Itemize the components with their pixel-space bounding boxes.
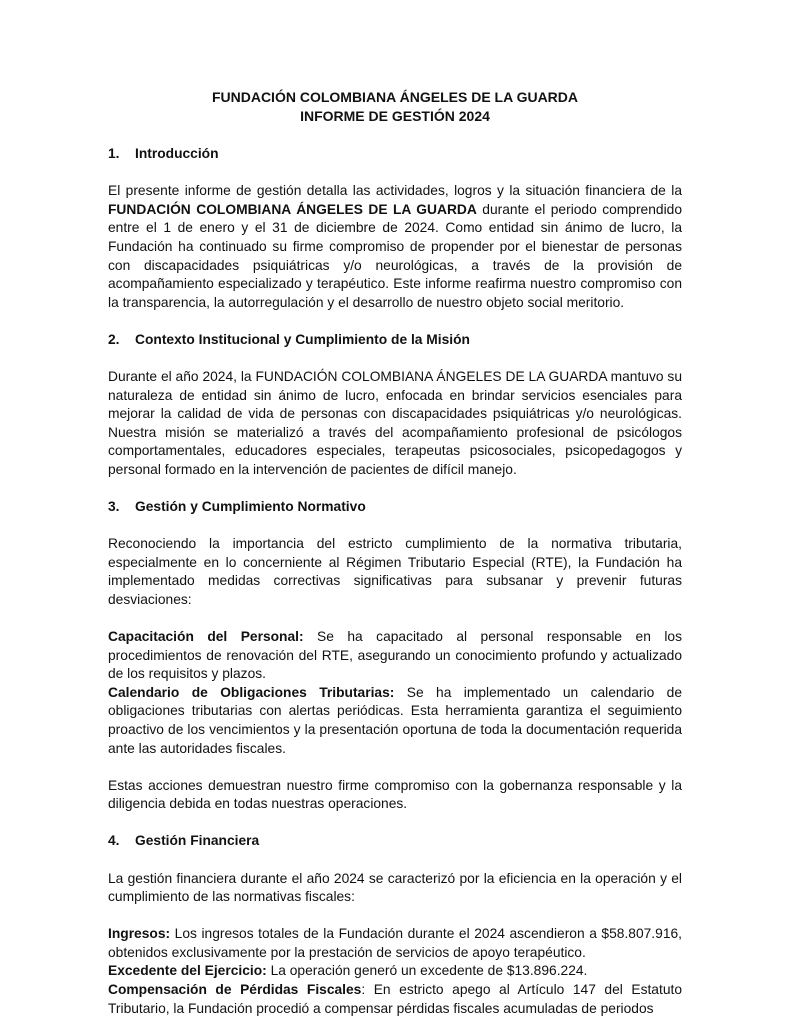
section-4-title: Gestión Financiera bbox=[135, 833, 260, 849]
income-paragraph bbox=[108, 925, 682, 962]
loss-compensation-paragraph bbox=[108, 981, 682, 1018]
tax-calendar-paragraph bbox=[108, 684, 682, 758]
bold-text-run: Capacitación del Personal: bbox=[108, 629, 304, 645]
bold-text-run: FUNDACIÓN COLOMBIANA ÁNGELES DE LA GUARDA bbox=[108, 201, 477, 217]
section-2-title: Contexto Institucional y Cumplimiento de la Misión bbox=[135, 331, 470, 347]
section-4-number: 4. bbox=[108, 833, 120, 849]
bold-text-run: Calendario de Obligaciones Tributarias: bbox=[108, 684, 395, 700]
staff-training-paragraph bbox=[108, 628, 682, 684]
section-3-title: Gestión y Cumplimiento Normativo bbox=[135, 499, 366, 515]
document-body bbox=[108, 145, 682, 1018]
text-run: Los ingresos totales de la Fundación durante el 2024 ascendieron a $58.807.916, obtenidos exclusivamente por la prestación de servicios de apoyo terapéutico. bbox=[108, 926, 682, 960]
context-paragraph bbox=[108, 368, 682, 480]
financial-intro-paragraph bbox=[108, 870, 682, 907]
section-1-title: Introducción bbox=[135, 146, 219, 162]
text-run: Durante el año 2024, la FUNDACIÓN COLOMBIANA ÁNGELES DE LA GUARDA mantuvo su naturaleza de entidad sin ánimo de lucro, enfocada en brindar servicios esenciales para mejorar la calidad de vida de personas con discapacidades psiquiátricas y/o neurológicas. Nuestra misión se materializó a través del acompañamiento profesional de psicólogos comportamentales, educadores especiales, terapeutas psicosociales, psicopedagogos y personal formado en la intervención de pacientes de difícil manejo. bbox=[108, 369, 682, 477]
section-3-number: 3. bbox=[108, 499, 120, 515]
text-run: La gestión financiera durante el año 2024 se caracterizó por la eficiencia en la operación y el cumplimiento de las normativas fiscales: bbox=[108, 870, 682, 905]
document-title-line2: INFORME DE GESTIÓN 2024 bbox=[300, 107, 490, 124]
bold-text-run: Ingresos: bbox=[108, 926, 171, 942]
document-header bbox=[108, 88, 682, 125]
text-run: El presente informe de gestión detalla las actividades, logros y la situación financiera de la bbox=[108, 183, 682, 199]
text-run: Se ha capacitado al personal responsable en los procedimientos de renovación del RTE, asegurando un conocimiento profundo y actualizado de los requisitos y plazos. bbox=[108, 629, 682, 682]
text-run: Estas acciones demuestran nuestro firme compromiso con la gobernanza responsable y la diligencia debida en todas nuestras operaciones. bbox=[108, 777, 682, 812]
surplus-paragraph bbox=[108, 962, 682, 981]
text-run: La operación generó un excedente de $13.896.224. bbox=[266, 963, 588, 979]
section-2-heading bbox=[108, 331, 682, 350]
text-run: : En estricto apego al Artículo 147 del Estatuto Tributario, la Fundación procedió a compensar pérdidas fiscales acumuladas de periodos bbox=[108, 981, 682, 1016]
bold-text-run: Compensación de Pérdidas Fiscales bbox=[108, 981, 362, 997]
document-title-line1: FUNDACIÓN COLOMBIANA ÁNGELES DE LA GUARDA bbox=[211, 89, 579, 105]
section-1-number: 1. bbox=[108, 146, 120, 162]
section-2-number: 2. bbox=[108, 331, 120, 347]
section-1-heading bbox=[108, 145, 682, 164]
section-4-heading bbox=[108, 832, 682, 851]
text-run: Se ha implementado un calendario de obligaciones tributarias con alertas periódicas. Esta herramienta garantiza el seguimiento proactivo de los vencimientos y la presentación oportuna de toda la documentación requerida ante las autoridades fiscales. bbox=[108, 684, 682, 756]
text-run: Reconociendo la importancia del estricto cumplimiento de la normativa tributaria, especialmente en lo concerniente al Régimen Tributario Especial (RTE), la Fundación ha implementado medidas correctivas significativas para subsanar y prevenir futuras desviaciones: bbox=[108, 536, 682, 607]
governance-commitment-paragraph bbox=[108, 777, 682, 814]
bold-text-run: Excedente del Ejercicio: bbox=[108, 963, 267, 979]
intro-paragraph bbox=[108, 182, 682, 312]
section-3-heading bbox=[108, 498, 682, 517]
text-run: durante el periodo comprendido entre el 1 de enero y el 31 de diciembre de 2024. Como entidad sin ánimo de lucro, la Fundación ha continuado su firme compromiso de propender por el bienestar de personas con discapacidades psiquiátricas y/o neurológicas, a través de la provisión de acompañamiento especializado y terapéutico. Este informe reafirma nuestro compromiso con la transparencia, la autorregulación y el desarrollo de nuestro objeto social meritorio. bbox=[108, 201, 682, 310]
normative-intro-paragraph bbox=[108, 535, 682, 609]
